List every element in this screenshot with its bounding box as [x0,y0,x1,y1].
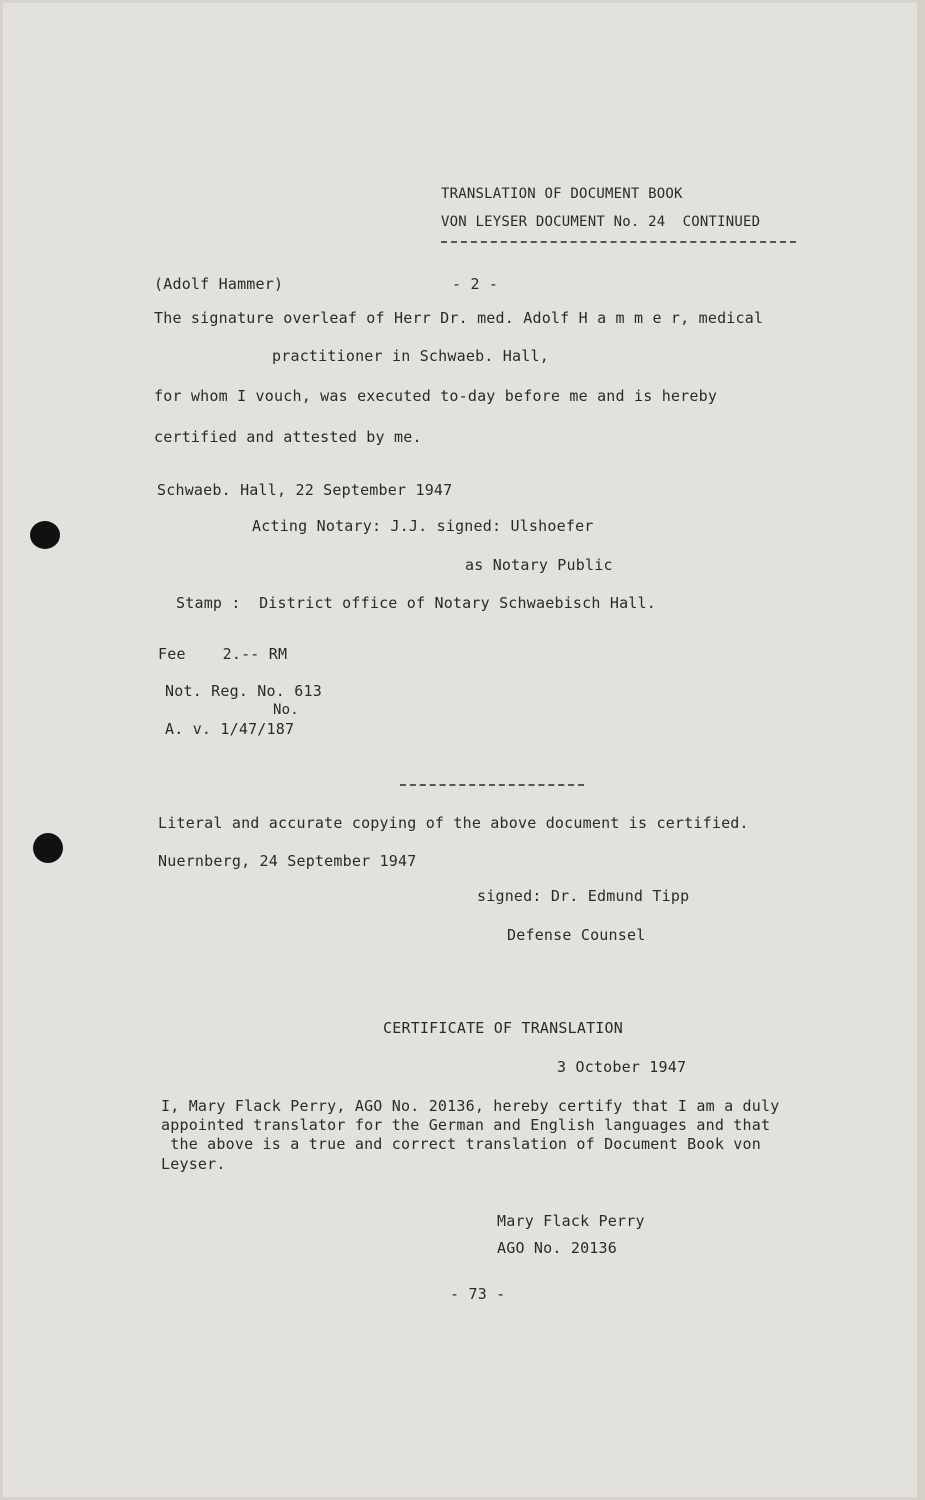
copy-place-date: Nuernberg, 24 September 1947 [158,852,417,870]
signature-line-3: for whom I vouch, was executed to-day before me and is hereby [154,387,718,405]
registry-number: Not. Reg. No. 613 [165,682,322,700]
translator-name: Mary Flack Perry [497,1212,645,1230]
certificate-date: 3 October 1947 [557,1058,687,1076]
notary-place-date: Schwaeb. Hall, 22 September 1947 [157,481,453,499]
signature-line-1: The signature overleaf of Herr Dr. med. Adolf H a m m e r, medical [154,309,764,327]
stamp-line: Stamp : District office of Notary Schwaebisch Hall. [176,594,656,612]
header-line-1: TRANSLATION OF DOCUMENT BOOK [441,186,683,202]
certificate-body-2: appointed translator for the German and English languages and that [161,1116,771,1134]
section-divider [400,784,584,786]
certificate-body-1: I, Mary Flack Perry, AGO No. 20136, hereby certify that I am a duly [161,1097,780,1115]
registry-no-superscript: No. [273,702,299,718]
punch-hole-bottom [33,833,63,863]
certificate-body-4: Leyser. [161,1155,226,1173]
name-reference: (Adolf Hammer) [154,275,284,293]
page-edge [917,0,925,1500]
certificate-heading: CERTIFICATE OF TRANSLATION [383,1019,623,1037]
copy-signed: signed: Dr. Edmund Tipp [477,887,690,905]
acting-notary: Acting Notary: J.J. signed: Ulshoefer [252,517,594,535]
av-number: A. v. 1/47/187 [165,720,295,738]
signature-line-4: certified and attested by me. [154,428,422,446]
copy-certification-text: Literal and accurate copying of the above document is certified. [158,814,749,832]
fee-line: Fee 2.-- RM [158,645,288,663]
header-rule [441,241,796,243]
notary-title: as Notary Public [465,556,613,574]
certificate-body-3: the above is a true and correct translation of Document Book von [161,1135,761,1153]
copy-role: Defense Counsel [507,926,646,944]
translator-ago: AGO No. 20136 [497,1239,617,1257]
header-line-2: VON LEYSER DOCUMENT No. 24 CONTINUED [441,214,761,230]
signature-line-2: practitioner in Schwaeb. Hall, [272,347,549,365]
punch-hole-top [30,521,60,549]
page-marker: - 2 - [452,275,499,293]
page-number: - 73 - [450,1285,506,1303]
